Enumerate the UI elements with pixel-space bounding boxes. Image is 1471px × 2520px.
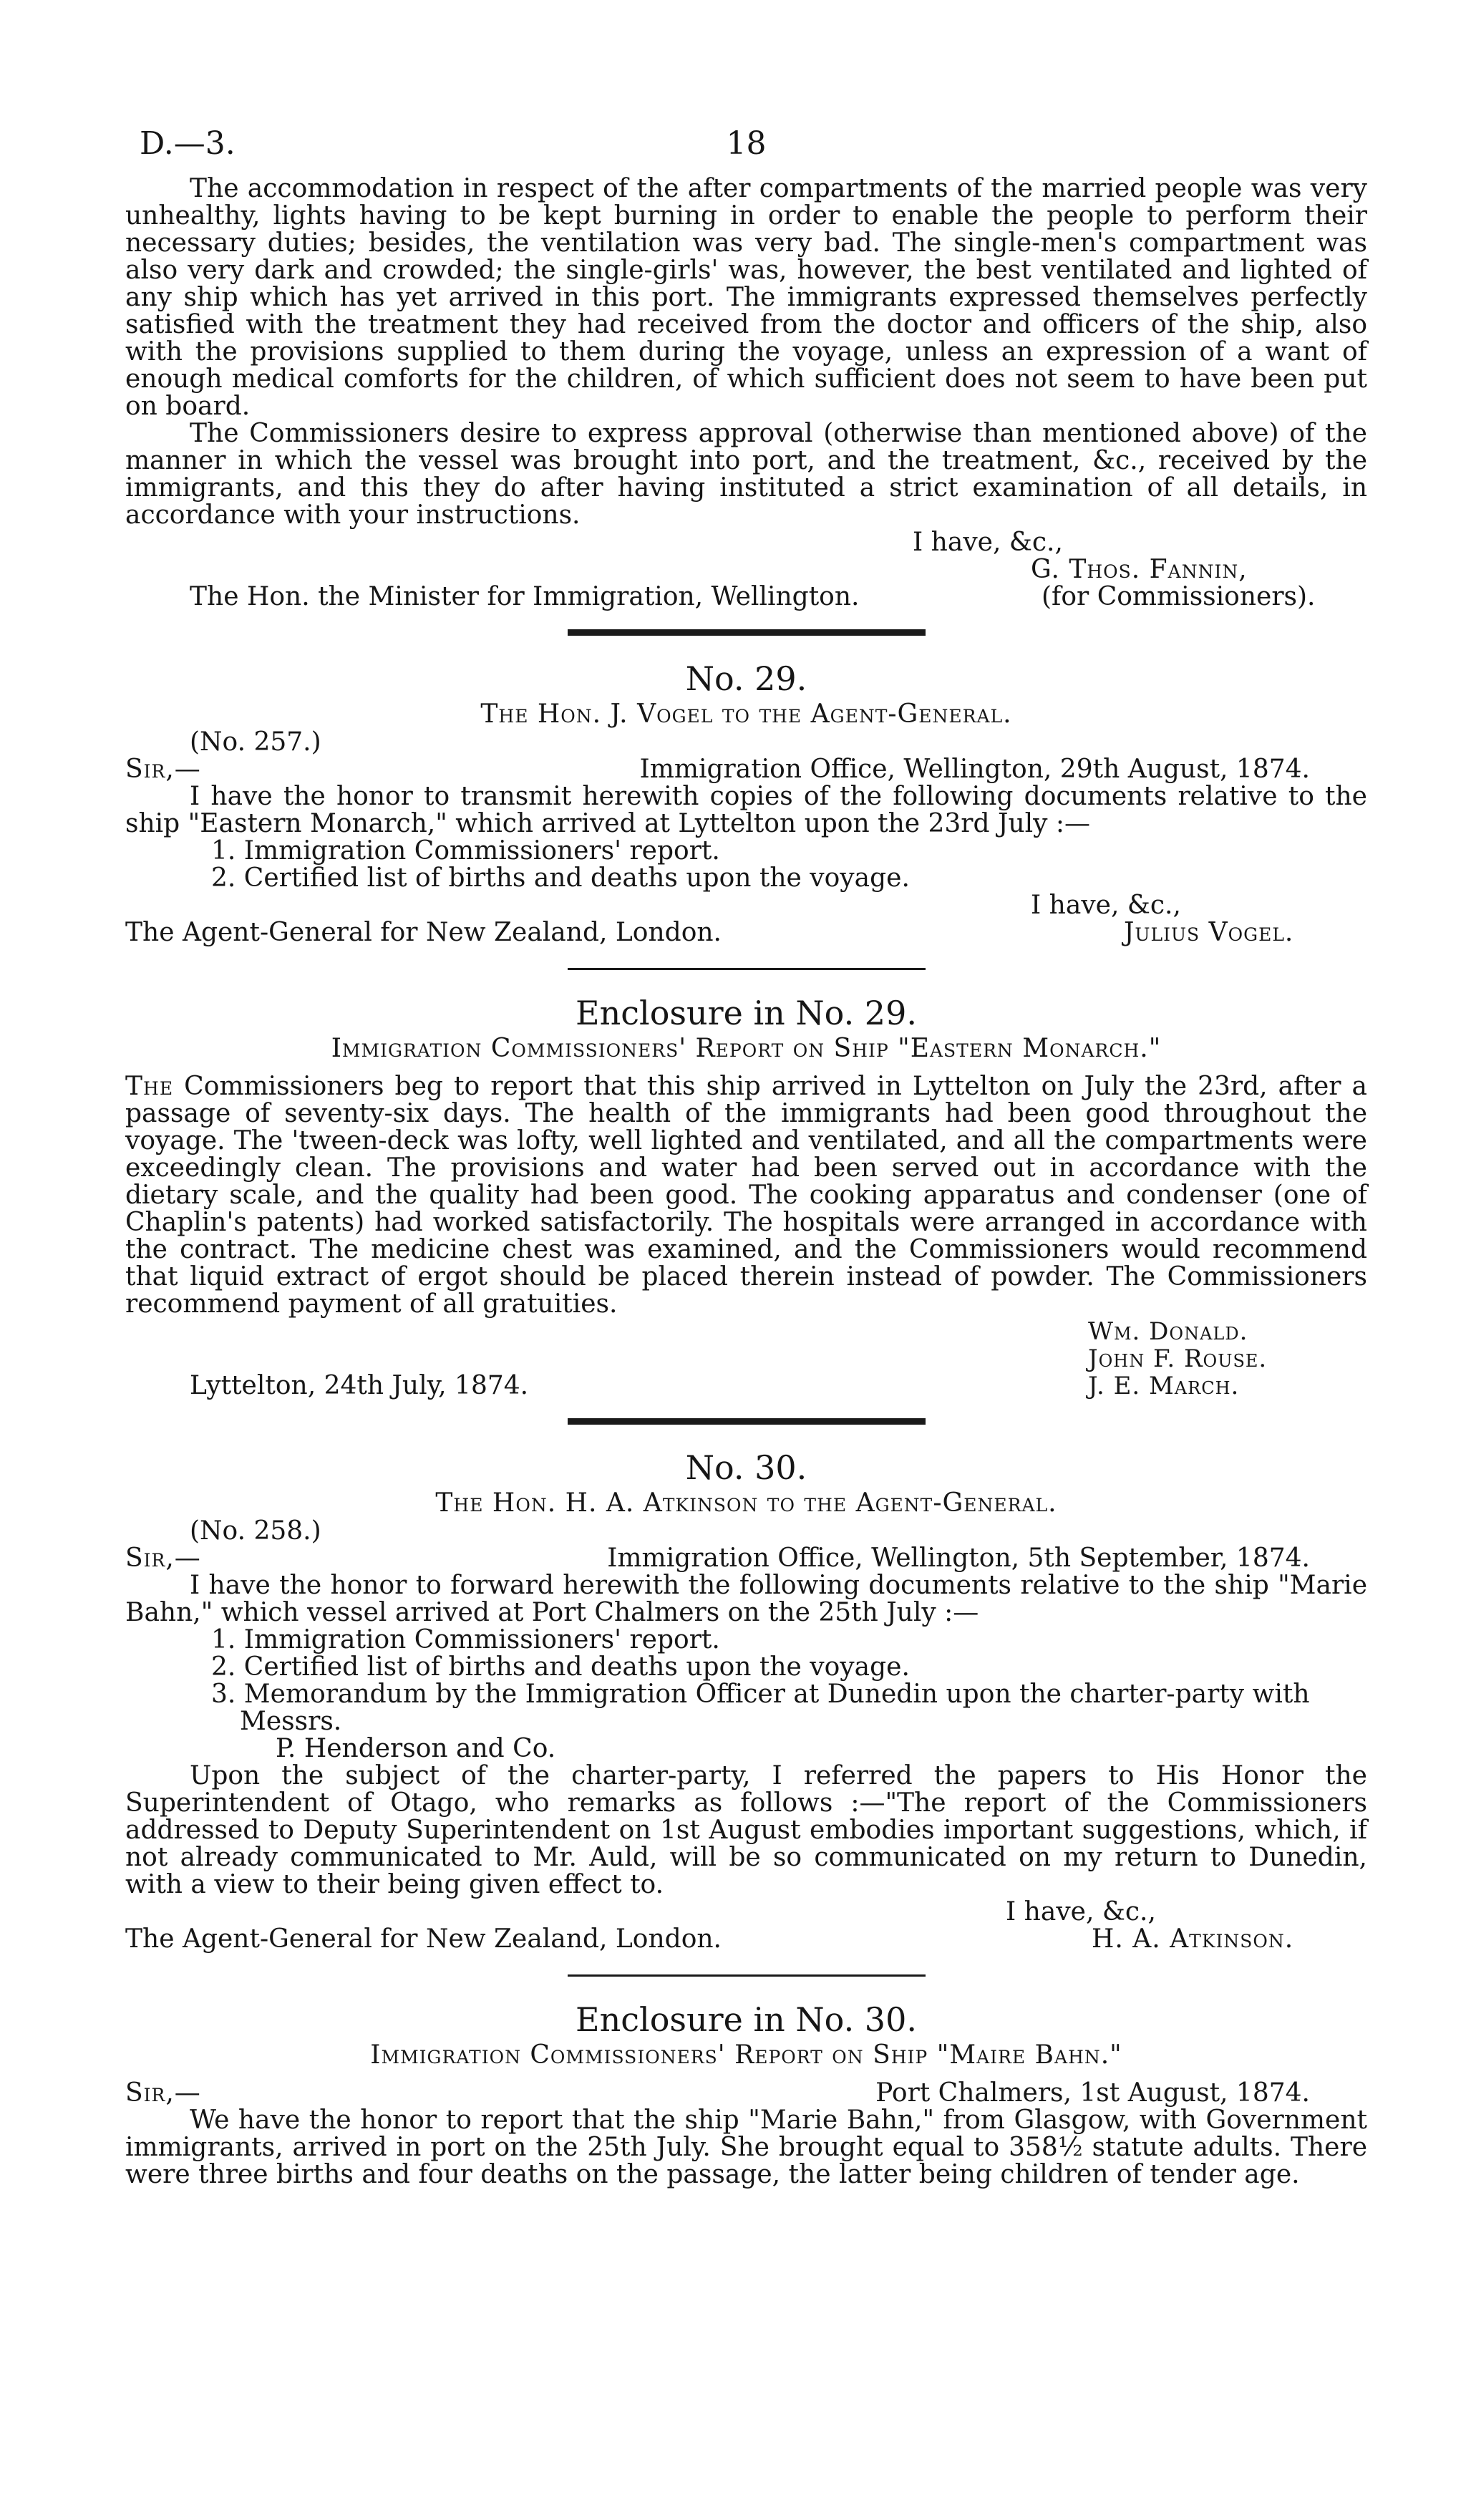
salutation: Sir,— xyxy=(125,755,201,784)
addressee: The Hon. the Minister for Immigration, Wellington. xyxy=(190,582,860,611)
letter-title: No. 29. xyxy=(685,659,807,698)
place-date: Lyttelton, 24th July, 1874. xyxy=(190,1371,529,1400)
office-date: Immigration Office, Wellington, 29th August, 1874. xyxy=(639,755,1310,784)
intro-paragraph-2: The Commissioners desire to express approval (otherwise than mentioned above) of the manner in which the vessel was brought into port, and the treatment, &c., received by the immigrants, and this they do after having instituted a strict examination of all details, in accordance with your instructions. xyxy=(125,419,1367,530)
enclosure-body: The Commissioners beg to report that this ship arrived in Lyttelton on July the 23rd, after a passage of seventy-six days. The health of the immigrants had been good throughout the voyage. The 'tween-deck was lofty, well lighted and ventilated, and all the compartments were exceedingly clean. The provisions and water had been served out in accordance with the dietary scale, and the quality had been good. The cooking apparatus and condenser (one of Chaplin's patents) had worked satisfactorily. The hospitals were arranged in accordance with the contract. The medicine chest was examined, and the Commissioners would recommend that liquid extract of ergot should be placed therein instead of powder. The Commissioners recommend payment of all gratuities. xyxy=(125,1072,1367,1319)
list-item: 1. Immigration Commissioners' report. xyxy=(211,836,720,866)
page-number: 18 xyxy=(726,125,767,162)
enclosure-no-29 xyxy=(125,992,1367,1400)
list-item: 2. Certified list of births and deaths upon the voyage. xyxy=(211,1652,910,1682)
office-date: Immigration Office, Wellington, 5th September, 1874. xyxy=(607,1544,1310,1573)
intro-paragraph-1: The accommodation in respect of the after compartments of the married people was very unhealthy, lights having to be kept burning in order to enable the people to perform their necessary duties; besides, the ventilation was very bad. The single-men's compartment was also very dark and crowded; the single-girls' was, however, the best ventilated and lighted of any ship which has yet arrived in this port. The immigrants expressed themselves perfectly satisfied with the treatment they had received from the doctor and officers of the ship, also with the provisions supplied to them during the voyage, unless an expression of a want of enough medical comforts for the children, of which sufficient does not seem to have been put on board. xyxy=(125,174,1367,421)
list-item: 3. Memorandum by the Immigration Officer at Dunedin upon the charter-party with Messrs. xyxy=(211,1680,1310,1736)
letter-paragraph-2: Upon the subject of the charter-party, I referred the papers to His Honor the Superintendent of Otago, who remarks as follows :—"The report of the Commissioners addressed to Deputy Superintendent on 1st August embodies important suggestions, which, if not already communicated to Mr. Auld, will be so communicated on my return to Dunedin, with a view to their being given effect to. xyxy=(125,1761,1367,1899)
list-item: 2. Certified list of births and deaths upon the voyage. xyxy=(211,863,910,893)
document-list xyxy=(125,1627,1367,1763)
letter-ref: (No. 257.) xyxy=(190,727,321,757)
addressee: The Agent-General for New Zealand, London. xyxy=(125,918,722,947)
enclosure-body: We have the honor to report that the ship "Marie Bahn," from Glasgow, with Government immigrants, arrived in port on the 25th July. She brought equal to 358½ statute adults. There were three births and four deaths on the passage, the latter being children of tender age. xyxy=(125,2105,1367,2189)
signer-role: (for Commissioners). xyxy=(1042,582,1316,611)
document-list xyxy=(125,838,1367,892)
signer-name: J. E. March. xyxy=(1088,1372,1240,1400)
signer-name: Julius Vogel. xyxy=(1124,918,1294,947)
enclosure-title: Enclosure in No. 30. xyxy=(576,2000,917,2039)
intro-signature xyxy=(125,529,1367,611)
lead-word: The xyxy=(125,1072,174,1101)
signer-name: John F. Rouse. xyxy=(1088,1344,1268,1373)
page-header xyxy=(125,125,1367,175)
closing-text: I have, &c., xyxy=(1006,1897,1156,1927)
closing-text: I have, &c., xyxy=(1031,891,1181,920)
intro-section xyxy=(125,175,1367,611)
section-divider xyxy=(568,1974,926,1977)
letter-body: I have the honor to transmit herewith copies of the following documents relative to the ship "Eastern Monarch," which arrived at Lyttelton upon the 23rd July :— xyxy=(125,782,1367,838)
signer-name: H. A. Atkinson. xyxy=(1092,1924,1294,1954)
section-divider xyxy=(568,629,926,636)
list-item-continuation: P. Henderson and Co. xyxy=(276,1734,556,1763)
letter-title: No. 30. xyxy=(685,1448,807,1487)
list-item: 1. Immigration Commissioners' report. xyxy=(211,1625,720,1654)
enclosure-title: Enclosure in No. 29. xyxy=(576,994,917,1032)
salutation: Sir,— xyxy=(125,1544,201,1573)
enclosure-subtitle: Immigration Commissioners' Report on Ship "Maire Bahn." xyxy=(370,2040,1122,2070)
section-divider xyxy=(568,968,926,970)
letter-ref: (No. 258.) xyxy=(190,1516,321,1546)
document-reference: D.—3. xyxy=(140,125,236,162)
letter-no-29 xyxy=(125,657,1367,946)
closing-text: I have, &c., xyxy=(913,528,1063,557)
letter-body: I have the honor to forward herewith the following documents relative to the ship "Marie Bahn," which vessel arrived at Port Chalmers on the 25th July :— xyxy=(125,1571,1367,1627)
place-date: Port Chalmers, 1st August, 1874. xyxy=(875,2078,1310,2108)
letter-from-to: The Hon. H. A. Atkinson to the Agent-General. xyxy=(435,1488,1057,1518)
enclosure-no-30 xyxy=(125,1998,1367,2189)
letter-signature xyxy=(125,892,1367,946)
letter-no-30 xyxy=(125,1446,1367,1953)
letter-from-to: The Hon. J. Vogel to the Agent-General. xyxy=(480,699,1012,729)
signer-name: G. Thos. Fannin, xyxy=(1031,555,1248,584)
signer-name: Wm. Donald. xyxy=(1088,1317,1248,1346)
salutation: Sir,— xyxy=(125,2078,201,2108)
letter-signature xyxy=(125,1899,1367,1953)
addressee: The Agent-General for New Zealand, London. xyxy=(125,1924,722,1954)
section-divider xyxy=(568,1418,926,1425)
enclosure-subtitle: Immigration Commissioners' Report on Ship "Eastern Monarch." xyxy=(331,1034,1162,1063)
enclosure-signers xyxy=(125,1318,1367,1400)
